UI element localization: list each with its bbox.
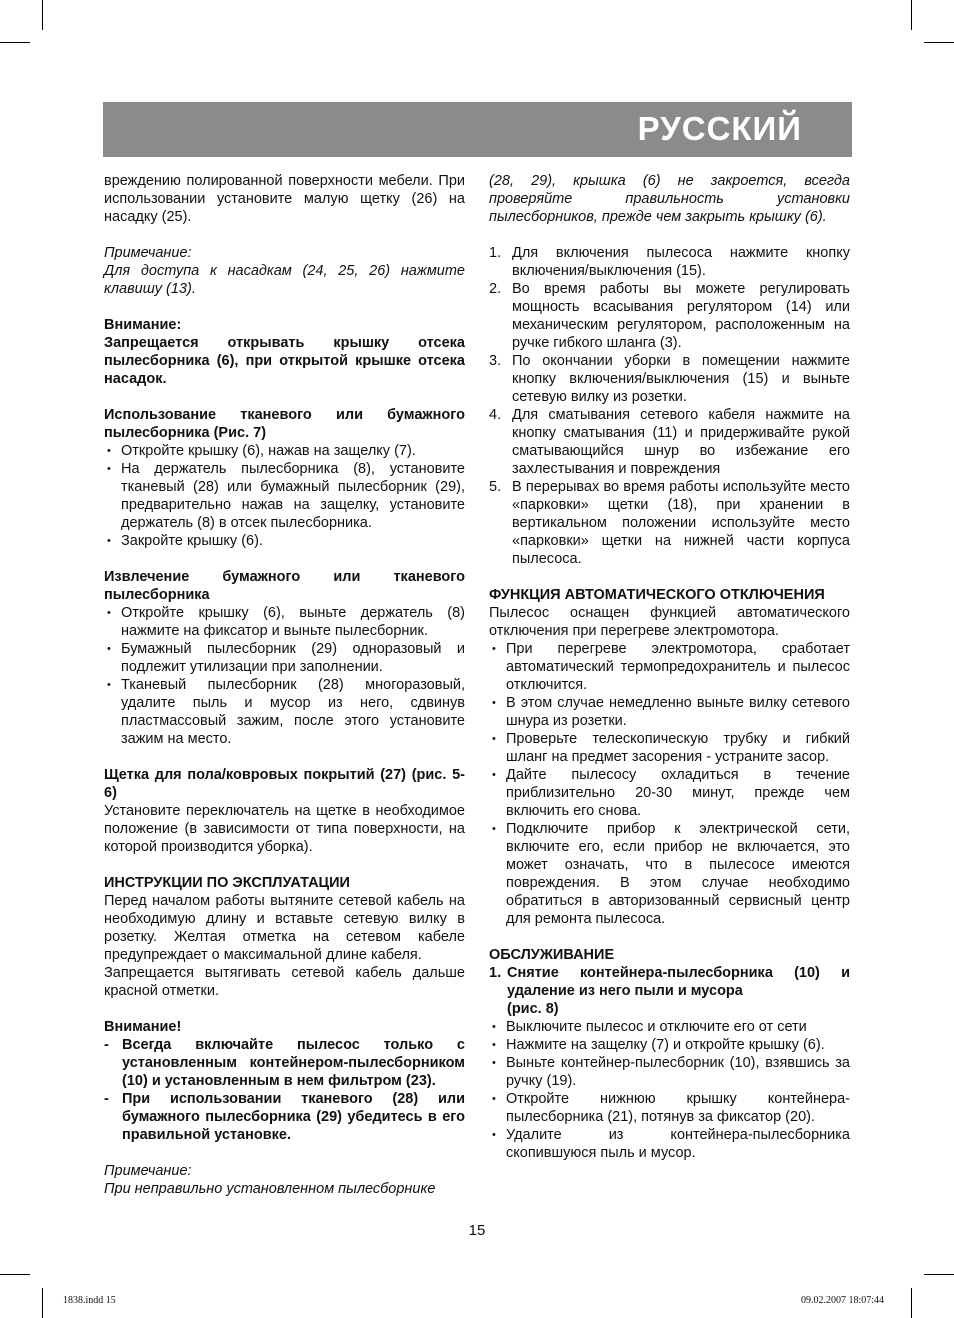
list-item: • Проверьте телескопическую трубку и гибкий шланг на предмет засорения - устраните засор.	[489, 730, 850, 766]
list-item: 3. По окончании уборки в помещении нажмите кнопку включения/выключения (15) и выньте сетевую вилку из розетки.	[489, 353, 850, 405]
note-title: Примечание:	[104, 1163, 192, 1179]
service-subsection-title: 1. Снятие контейнера-пылесборника (10) и удаление из него пыли и мусора (рис. 8)	[489, 965, 850, 1017]
warning-title: Внимание!	[104, 1019, 182, 1035]
service-list	[489, 1018, 850, 1162]
list-item: • Тканевый пылесборник (28) многоразовый, удалите пыль и мусор из него, сдвинув пластмассовый зажим, после этого установите зажим на место.	[104, 676, 465, 748]
remove-bag-list	[104, 604, 465, 748]
list-item: • Бумажный пылесборник (29) одноразовый и подлежит утилизации при заполнении.	[104, 640, 465, 676]
section-title-service: ОБСЛУЖИВАНИЕ	[489, 947, 615, 963]
list-item: 2. Во время работы вы можете регулировать мощность всасывания регулятором (14) или механическим регулятором, расположенным на ручке гибкого шланга (3).	[489, 281, 850, 351]
list-item: • Удалите из контейнера-пылесборника скопившуюся пыль и мусор.	[489, 1126, 850, 1162]
crop-mark	[924, 1274, 954, 1275]
warning-list	[104, 1036, 465, 1144]
crop-mark	[911, 0, 912, 30]
auto-off-text: Пылесос оснащен функцией автоматического отключения при перегреве электромотора.	[489, 605, 850, 639]
list-item: 5. В перерывах во время работы используйте место «парковки» щетки (18), при хранении в вертикальном положении используйте место «парковки» щетки на нижней части корпуса пылесоса.	[489, 479, 850, 567]
note-text: При неправильно установленном пылесборнике	[104, 1181, 436, 1197]
list-item: • На держатель пылесборника (8), установите тканевый (28) или бумажный пылесборник (29), предварительно нажав на защелку, установите держатель (8) в отсек пылесборника.	[104, 460, 465, 532]
list-item: • В этом случае немедленно выньте вилку сетевого шнура из розетки.	[489, 694, 850, 730]
list-item: • Закройте крышку (6).	[104, 532, 465, 550]
instructions-text: Перед началом работы вытяните сетевой кабель на необходимую длину и вставьте сетевую вилку в розетку. Желтая отметка на сетевом кабеле предупреждает о максимальной длине кабеля.	[104, 893, 465, 963]
intro-paragraph: вреждению полированной поверхности мебели. При использовании установите малую щетку (26) на насадку (25).	[104, 173, 465, 225]
list-item: • Откройте крышку (6), нажав на защелку (7).	[104, 442, 465, 460]
footer-file: 1838.indd 15	[63, 1295, 116, 1306]
floor-brush-text: Установите переключатель на щетке в необходимое положение (в зависимости от типа поверхности, на которой производится уборка).	[104, 803, 465, 855]
list-item: • Откройте нижнюю крышку контейнера-пылесборника (21), потянув за фиксатор (20).	[489, 1090, 850, 1126]
fabric-bag-list	[104, 442, 465, 550]
list-item: • Дайте пылесосу охладиться в течение приблизительно 20-30 минут, прежде чем включить его снова.	[489, 766, 850, 820]
list-item: • Подключите прибор к электрической сети, включите его, если прибор не включается, это может означать, что в пылесосе имеются повреждения. В этом случае необходимо обратиться в авторизованный сервисный центр для ремонта пылесоса.	[489, 820, 850, 928]
warning-title: Внимание:	[104, 317, 182, 333]
list-item: 4. Для сматывания сетевого кабеля нажмите на кнопку сматывания (11) и придерживайте рукой сматывающийся шнур во избежание его захлестывания и повреждения	[489, 407, 850, 477]
section-title-fabric-bag: Использование тканевого или бумажного пылесборника (Рис. 7)	[104, 407, 465, 441]
list-item: • Выньте контейнер-пылесборник (10), взявшись за ручку (19).	[489, 1054, 850, 1090]
list-item: 1. Для включения пылесоса нажмите кнопку включения/выключения (15).	[489, 245, 850, 279]
list-item: • Нажмите на защелку (7) и откройте крышку (6).	[489, 1036, 850, 1054]
list-item: - Всегда включайте пылесос только с установленным контейнером-пылесборником (10) и установленным в нем фильтром (23).	[104, 1037, 465, 1089]
steps-list	[489, 244, 850, 568]
crop-mark	[911, 1288, 912, 1318]
section-title-floor-brush: Щетка для пола/ковровых покрытий (27) (рис. 5-6)	[104, 767, 465, 801]
auto-off-list	[489, 640, 850, 928]
list-item: • При перегреве электромотора, сработает автоматический термопредохранитель и пылесос отключится.	[489, 640, 850, 694]
note-text: (28, 29), крышка (6) не закроется, всегда проверяйте правильность установки пылесборников, прежде чем закрыть крышку (6).	[489, 173, 850, 225]
crop-mark	[42, 0, 43, 30]
crop-mark	[0, 1274, 30, 1275]
footer-timestamp: 09.02.2007 18:07:44	[800, 1295, 884, 1306]
page-number: 15	[468, 1222, 486, 1239]
section-title-auto-off: ФУНКЦИЯ АВТОМАТИЧЕСКОГО ОТКЛЮЧЕНИЯ	[489, 587, 825, 603]
section-title-remove-bag: Извлечение бумажного или тканевого пылесборника	[104, 569, 465, 603]
instructions-text: Запрещается вытягивать сетевой кабель дальше красной отметки.	[104, 965, 465, 999]
list-item: - При использовании тканевого (28) или бумажного пылесборника (29) убедитесь в его правильной установке.	[104, 1091, 465, 1143]
list-item: • Выключите пылесос и отключите его от сети	[489, 1018, 850, 1036]
note-title: Примечание:	[104, 245, 192, 261]
crop-mark	[42, 1288, 43, 1318]
crop-mark	[924, 42, 954, 43]
warning-text: Запрещается открывать крышку отсека пылесборника (6), при открытой крышке отсека насадок.	[104, 335, 465, 387]
left-column	[104, 172, 465, 1198]
right-column	[489, 172, 850, 1162]
list-item: • Откройте крышку (6), выньте держатель (8) нажмите на фиксатор и выньте пылесборник.	[104, 604, 465, 640]
note-text: Для доступа к насадкам (24, 25, 26) нажмите клавишу (13).	[104, 263, 465, 297]
language-header	[103, 102, 852, 157]
crop-mark	[0, 42, 30, 43]
language-title: РУССКИЙ	[637, 110, 802, 147]
section-title-instructions: ИНСТРУКЦИИ ПО ЭКСПЛУАТАЦИИ	[104, 875, 350, 891]
